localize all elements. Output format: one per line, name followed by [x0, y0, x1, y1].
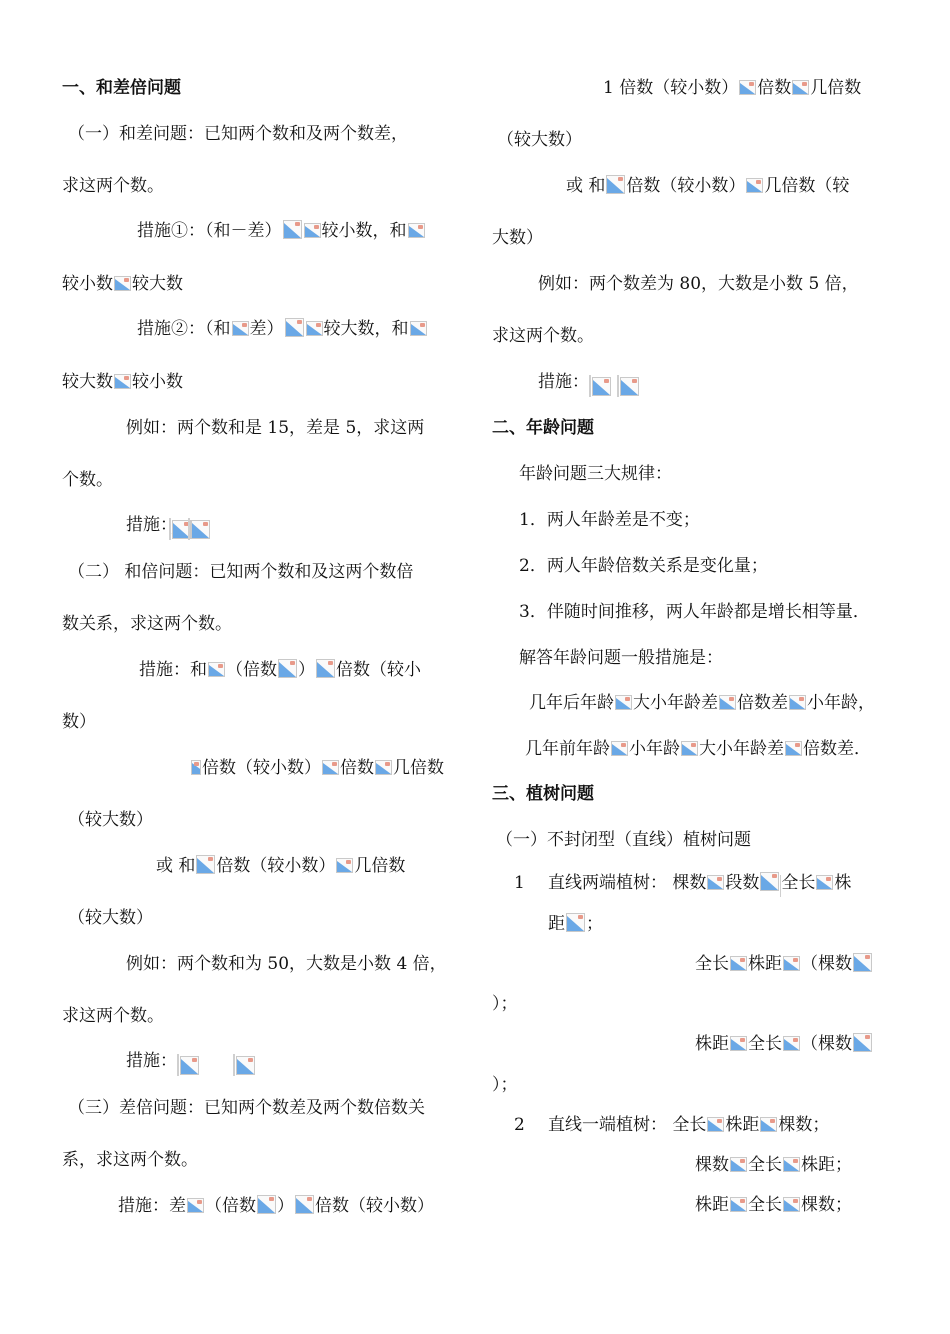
section-2-title: 二、年龄问题 — [492, 418, 594, 438]
diff-multiple-method-line1: 措施：差 （倍数 ） 倍数（较小数） — [118, 1196, 434, 1216]
formula-image-icon — [783, 1036, 800, 1051]
formula-image-icon — [278, 659, 297, 678]
formula-image-icon — [611, 741, 628, 756]
formula-image-icon — [681, 741, 698, 756]
sum-multiple-method-line1: 措施：和 （倍数 ） 倍数（较小 — [139, 660, 421, 680]
formula-image-icon — [783, 1197, 800, 1212]
tree-rule-1-line6: ）； — [492, 1075, 518, 1095]
example-1-line2: 个数。 — [62, 470, 113, 490]
tree-rule-1-number: 1 — [514, 873, 525, 893]
formula-image-icon — [606, 175, 625, 194]
example-2-line2: 求这两个数。 — [62, 1006, 164, 1026]
formula-image-icon — [566, 913, 585, 932]
formula-image-icon — [322, 760, 339, 775]
example-2-line1: 例如：两个数和为 50，大数是小数 4 倍， — [126, 954, 447, 974]
formula-box — [233, 1054, 235, 1076]
formula-box — [589, 375, 591, 397]
formula-image-icon — [739, 80, 756, 95]
formula-image-icon — [232, 321, 249, 336]
formula-image-icon — [336, 858, 353, 873]
sum-multiple-method-line2: 数） — [62, 712, 96, 732]
formula-image-icon — [707, 875, 724, 890]
formula-image-icon — [283, 220, 302, 239]
formula-image-icon — [285, 318, 304, 337]
age-formula-after: 几年后年龄 大小年龄差 倍数差 小年龄， — [529, 693, 875, 713]
sum-multiple-method-line3: 倍数（较小数） 倍数 几倍数 — [190, 757, 444, 779]
formula-image-icon — [615, 695, 632, 710]
formula-image-icon — [707, 1117, 724, 1132]
subsection-sum-diff-line2: 求这两个数。 — [62, 176, 164, 196]
formula-image-icon — [304, 223, 321, 238]
subsection-sum-multiple-line1: （二） 和倍问题：已知两个数和及这两个数倍 — [68, 562, 414, 582]
formula-image-icon — [316, 659, 335, 678]
tree-rule-2-line3: 株距 全长 棵数； — [695, 1195, 852, 1215]
formula-image-icon — [114, 374, 131, 389]
age-method-title: 解答年龄问题一般措施是： — [519, 648, 723, 668]
formula-image-icon — [257, 1195, 276, 1214]
solution-1-line: 措施： — [126, 514, 195, 540]
example-1-line1: 例如：两个数和是 15，差是 5，求这两 — [126, 418, 425, 438]
solution-3-line: 措施： — [538, 371, 619, 397]
example-3-line2: 求这两个数。 — [492, 326, 594, 346]
diff-multiple-method-line2: 1 倍数（较小数） 倍数 几倍数 — [603, 78, 862, 98]
tree-rule-2-line2: 棵数 全长 株距； — [695, 1155, 852, 1175]
formula-image-icon — [236, 1056, 255, 1075]
formula-image-icon — [306, 321, 323, 336]
sum-multiple-or-line2: （较大数） — [68, 908, 153, 928]
section-1-title: 一、和差倍问题 — [62, 78, 181, 98]
formula-image-icon — [408, 223, 425, 238]
formula-image-icon — [191, 520, 210, 539]
subsection-diff-multiple-line2: 系，求这两个数。 — [62, 1150, 198, 1170]
formula-image-icon — [816, 875, 833, 890]
subsection-sum-diff-line1: （一）和差问题：已知两个数和及两个数差， — [68, 124, 408, 144]
formula-image-icon — [592, 377, 611, 396]
tree-rule-1-line1: 直线两端植树： 棵数 段数 全长 株 — [548, 872, 851, 897]
formula-image-icon — [187, 1198, 204, 1213]
formula-image-icon — [730, 1036, 747, 1051]
method-2-line: 措施②：（和 差） 较大数，和 — [137, 318, 428, 340]
tree-rule-2-line1: 直线一端植树： 全长 株距 棵数； — [548, 1115, 830, 1135]
tree-rule-1-line4: ）； — [492, 994, 518, 1014]
formula-image-icon — [746, 178, 763, 193]
formula-image-icon — [730, 956, 747, 971]
age-rules-title: 年龄问题三大规律： — [519, 464, 672, 484]
formula-image-icon — [760, 872, 779, 891]
sum-multiple-method-line4: （较大数） — [68, 810, 153, 830]
formula-image-icon — [208, 662, 225, 677]
formula-image-icon — [760, 1117, 777, 1132]
formula-image-icon — [730, 1157, 747, 1172]
diff-multiple-or-line2: 大数） — [492, 228, 543, 248]
method-1-line2: 较小数 较大数 — [62, 274, 183, 294]
subsection-diff-multiple-line1: （三）差倍问题：已知两个数差及两个数倍数关 — [68, 1098, 425, 1118]
solution-2-line: 措施： — [126, 1050, 235, 1076]
formula-image-icon — [620, 377, 639, 396]
formula-image-icon — [853, 953, 872, 972]
formula-box — [617, 375, 619, 397]
tree-rule-1-line3: 全长 株距 （棵数 — [695, 953, 873, 975]
tree-rule-1-line5: 株距 全长 （棵数 — [695, 1033, 873, 1055]
formula-image-icon — [114, 276, 131, 291]
formula-image-icon — [375, 760, 392, 775]
tree-rule-2-number: 2 — [514, 1115, 525, 1135]
formula-box — [169, 518, 171, 540]
age-rule-3: 3．伴随时间推移，两人年龄都是增长相等量． — [519, 602, 870, 622]
formula-image-icon — [730, 1197, 747, 1212]
tree-rule-1-line2: 距 ； — [548, 914, 603, 934]
formula-image-icon — [785, 741, 802, 756]
subsection-sum-multiple-line2: 数关系，求这两个数。 — [62, 614, 232, 634]
diff-multiple-or-line1: 或 和 倍数（较小数） 几倍数（较 — [566, 176, 850, 196]
tree-planting-subsection-title: （一）不封闭型（直线）植树问题 — [496, 830, 751, 850]
formula-image-icon — [196, 855, 215, 874]
formula-image-icon — [853, 1033, 872, 1052]
age-rule-1: 1．两人年龄差是不变； — [519, 510, 700, 530]
section-3-title: 三、植树问题 — [492, 784, 594, 804]
formula-image-icon — [295, 1195, 314, 1214]
age-formula-before: 几年前年龄 小年龄 大小年龄差 倍数差． — [525, 739, 871, 759]
method-2-line2: 较大数 较小数 — [62, 372, 183, 392]
formula-image-icon — [191, 760, 201, 775]
formula-image-icon — [180, 1056, 199, 1075]
diff-multiple-method-line3: （较大数） — [497, 130, 582, 150]
formula-box — [177, 1054, 179, 1076]
formula-image-icon — [789, 695, 806, 710]
method-1-line: 措施①：（和－差） 较小数，和 — [137, 220, 426, 242]
age-rule-2: 2．两人年龄倍数关系是变化量； — [519, 556, 768, 576]
formula-image-icon — [792, 80, 809, 95]
sum-multiple-or-line1: 或 和 倍数（较小数） 几倍数 — [156, 856, 406, 876]
formula-box — [188, 518, 190, 540]
example-3-line1: 例如：两个数差为 80，大数是小数 5 倍， — [538, 274, 859, 294]
formula-image-icon — [410, 321, 427, 336]
formula-image-icon — [783, 956, 800, 971]
formula-image-icon — [719, 695, 736, 710]
formula-image-icon — [783, 1157, 800, 1172]
